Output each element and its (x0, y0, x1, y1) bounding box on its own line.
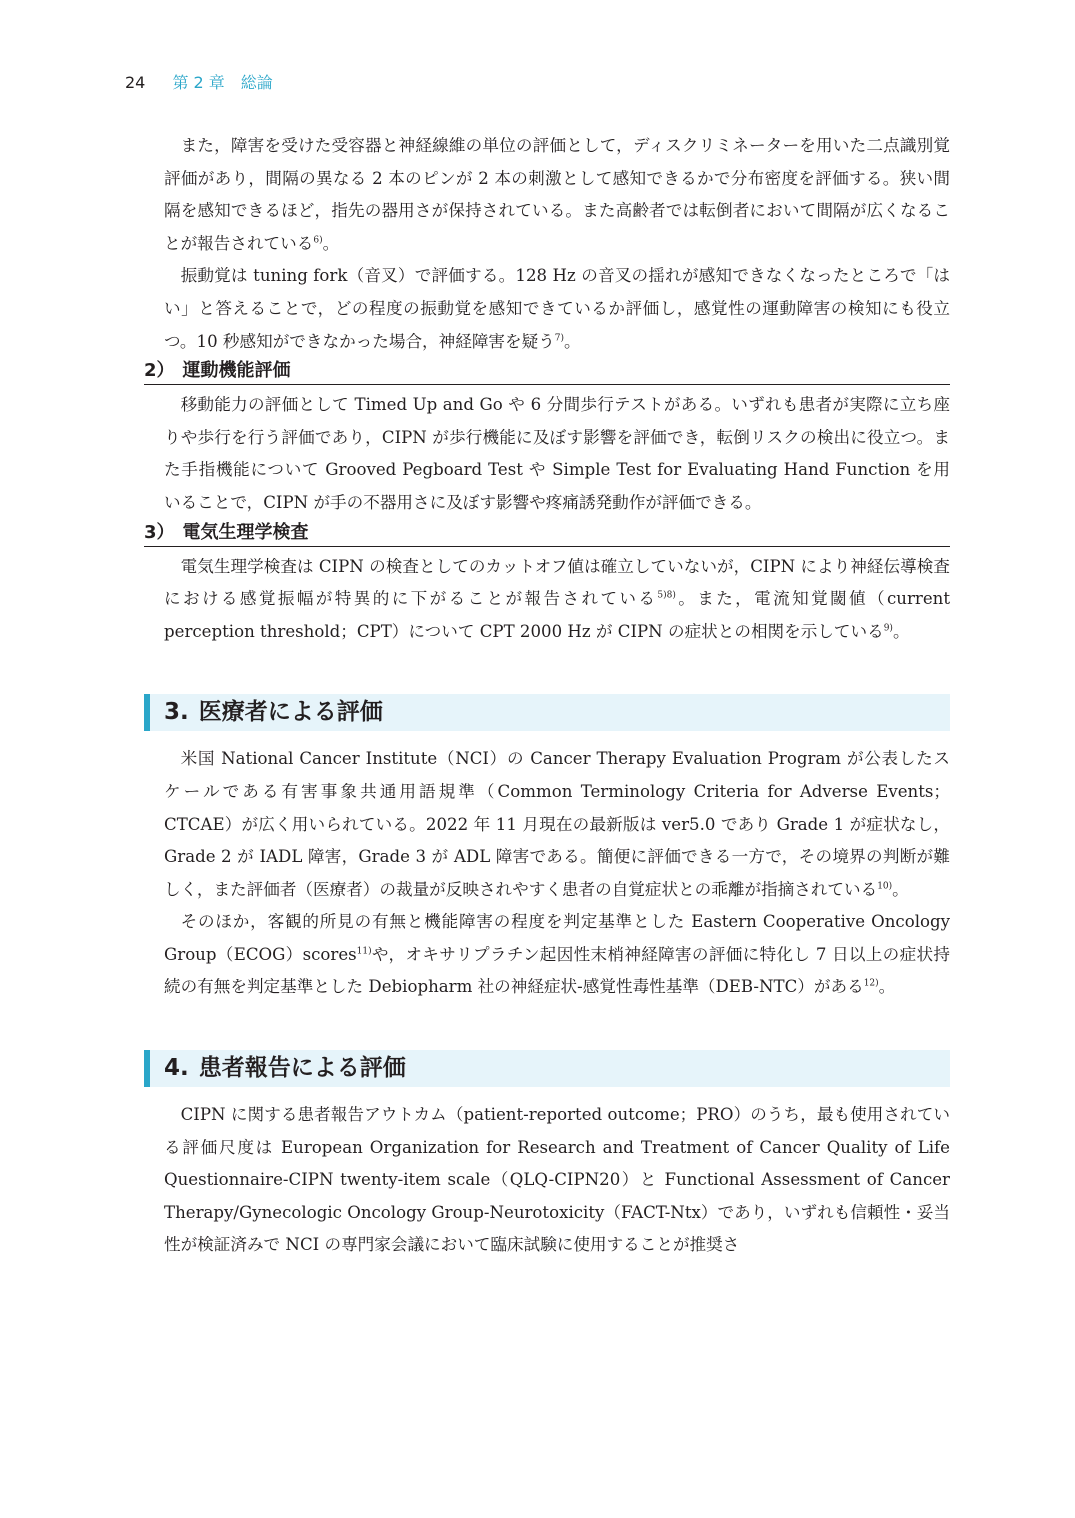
paragraph: CIPN に関する患者報告アウトカム（patient-reported outcome；PRO）のうち，最も使用されている評価尺度は European Organization for Research and Treatment of Cancer Quality of Life Questionnaire-CIPN twenty-item scale（QLQ-CIPN20）と Functional Assessment of Cancer Therapy/Gynecologic Oncology Group-Neurotoxicity（FACT-Ntx）であり，いずれも信頼性・妥当性が検証済みで NCI の専門家会議において臨床試験に使用することが推奨さ (164, 1105, 950, 1255)
section-heading-patient-report: 4. 患者報告による評価 (144, 1050, 950, 1087)
paragraph: 移動能力の評価として Timed Up and Go や 6 分間歩行テストがある。いずれも患者が実際に立ち座りや歩行を行う評価であり，CIPN が歩行機能に及ぼす影響を評価でき，転倒リスクの検出に役立つ。また手指機能について Grooved Pegboard Test や Simple Test for Evaluating Hand Function を用いることで，CIPN が手の不器用さに及ぼす影響や疼痛誘発動作が評価できる。 (164, 395, 950, 512)
paragraph: 振動覚は tuning fork（音叉）で評価する。128 Hz の音叉の揺れが感知できなくなったところで「はい」と答えることで，どの程度の振動覚を感知できているか評価し，感覚性の運動障害の検知にも役立つ。10 秒感知ができなかった場合，神経障害を疑う$^{7)}$。 (164, 266, 950, 351)
subsection-heading-electrophysiology: 3） 電気生理学検査 (144, 520, 950, 547)
paragraph: 米国 National Cancer Institute（NCI）の Cancer Therapy Evaluation Program が公表したスケールである有害事象共通用語規準（Common Terminology Criteria for Adverse Events；CTCAE）が広く用いられている。2022 年 11 月現在の最新版は ver5.0 であり Grade 1 が症状なし，Grade 2 が IADL 障害，Grade 3 が ADL 障害である。簡便に評価できる一方で，その境界の判断が難しく，また評価者（医療者）の裁量が反映されやすく患者の自覚症状との乖離が指摘されている$^{10)}$。 (164, 749, 950, 899)
section-heading-clinician: 3. 医療者による評価 (144, 694, 950, 731)
citation: 5)8) (657, 590, 676, 601)
citation: 10) (877, 881, 893, 892)
citation: 7) (554, 333, 565, 344)
page-body (144, 130, 950, 1262)
citation: 9) (883, 623, 893, 634)
paragraph: そのほか，客観的所見の有無と機能障害の程度を判定基準とした Eastern Cooperative Oncology Group（ECOG）scores$^{11)}$や，オキサリプラチン起因性末梢神経障害の評価に特化し 7 日以上の症状持続の有無を判定基準とした Debiopharm 社の神経症状-感覚性毒性基準（DEB-NTC）がある$^{12)}$。 (164, 912, 950, 997)
paragraph: 電気生理学検査は CIPN の検査としてのカットオフ値は確立していないが，CIPN により神経伝導検査における感覚振幅が特異的に下がることが報告されている$^{5)8)}$。また，電流知覚閾値（current perception threshold；CPT）について CPT 2000 Hz が CIPN の症状との相関を示している$^{9)}$。 (164, 556, 950, 641)
subsection-heading-motor: 2） 運動機能評価 (144, 358, 950, 385)
citation: 12) (863, 978, 879, 989)
paragraph: また，障害を受けた受容器と神経線維の単位の評価として，ディスクリミネーターを用いた二点識別覚評価があり，間隔の異なる 2 本のピンが 2 本の刺激として感知できるかで分布密度を評価する。狭い間隔を感知できるほど，指先の器用さが保持されている。また高齢者では転倒者において間隔が広くなることが報告されている$^{6)}$。 (164, 136, 950, 253)
citation: 11) (356, 946, 372, 957)
chapter-title: 第 2 章 総論 (172, 73, 273, 92)
page-header (125, 70, 273, 93)
page-number: 24 (125, 73, 146, 92)
citation: 6) (313, 235, 323, 246)
